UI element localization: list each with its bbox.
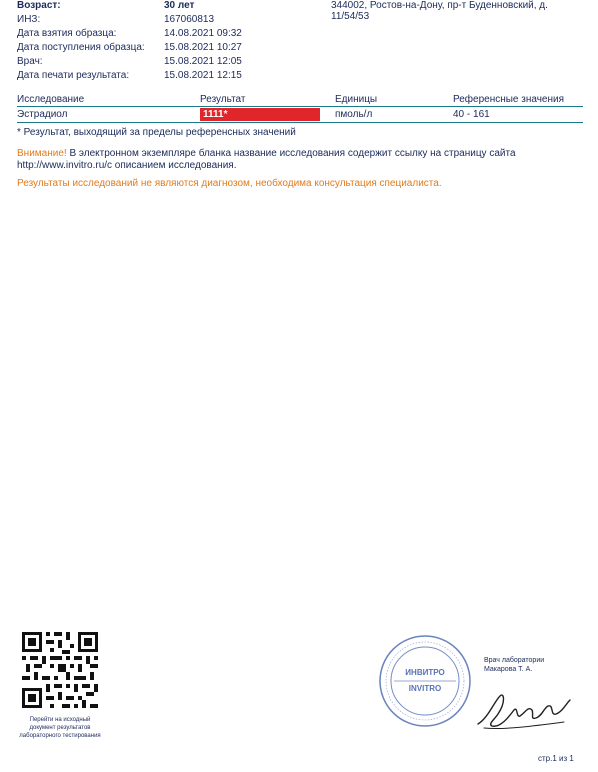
inz-value: 167060813: [164, 14, 215, 25]
invitro-link[interactable]: http://www.invitro.ru/: [17, 160, 108, 171]
doctor-value: 15.08.2021 12:05: [164, 56, 242, 67]
table-bottom-rule: [17, 122, 583, 123]
col-header-reference: Референсные значения: [453, 94, 565, 105]
lab-stamp: [378, 634, 472, 728]
units-value: пмоль/л: [335, 109, 373, 120]
receipt-date-value: 15.08.2021 10:27: [164, 42, 242, 53]
signer-title: Врач лаборатории: [484, 657, 545, 664]
col-header-units: Единицы: [335, 94, 378, 105]
stamp-icon: [378, 634, 472, 728]
test-name-link[interactable]: Эстрадиол: [17, 109, 68, 120]
link-suffix: с описанием исследования.: [107, 160, 237, 171]
signature: [474, 688, 574, 734]
sample-date-value: 14.08.2021 09:32: [164, 28, 242, 39]
table-header-rule: [17, 106, 583, 107]
qr-caption-line-1: Перейти на исходный: [29, 717, 91, 723]
attention-text: В электронном экземпляре бланка название исследования содержит ссылку на страницу сайта: [66, 148, 516, 159]
print-date-value: 15.08.2021 12:15: [164, 70, 242, 81]
result-value: 1111*: [200, 108, 320, 121]
attention-note: [17, 148, 583, 172]
attention-label: Внимание!: [17, 148, 67, 159]
col-header-result: Результат: [200, 94, 246, 105]
qr-code[interactable]: [22, 632, 98, 708]
signer-name: Макарова Т. А.: [484, 666, 533, 673]
reference-value: 40 - 161: [453, 109, 490, 120]
out-of-range-note: * Результат, выходящий за пределы референсных значений: [17, 127, 296, 138]
inz-label: ИНЗ:: [17, 14, 41, 25]
stamp-text-top: ИНВИТРО: [405, 668, 445, 677]
receipt-date-label: Дата поступления образца:: [17, 42, 145, 53]
page-number: стр.1 из 1: [538, 754, 574, 763]
qr-caption: [10, 716, 110, 740]
print-date-label: Дата печати результата:: [17, 70, 130, 81]
doctor-label: Врач:: [17, 56, 43, 67]
address-line-2: 11/54/53: [331, 11, 370, 22]
age-value: 30 лет: [164, 0, 195, 11]
signer-block: [484, 656, 544, 674]
age-label: Возраст:: [17, 0, 61, 11]
address-line-1: 344002, Ростов-на-Дону, пр-т Буденновский, д.: [331, 0, 548, 11]
sample-date-label: Дата взятия образца:: [17, 28, 117, 39]
disclaimer-note: Результаты исследований не являются диагнозом, необходима консультация специалиста.: [17, 178, 442, 189]
signature-icon: [474, 688, 574, 734]
col-header-test: Исследование: [17, 94, 85, 105]
lab-address: [331, 0, 581, 22]
qr-caption-line-3: лабораторного тестирования: [19, 733, 101, 739]
qr-caption-line-2: документ результатов: [29, 725, 91, 731]
table-row: [17, 109, 68, 120]
stamp-text-bottom: INVITRO: [408, 684, 442, 693]
qr-code-icon: [22, 632, 98, 708]
